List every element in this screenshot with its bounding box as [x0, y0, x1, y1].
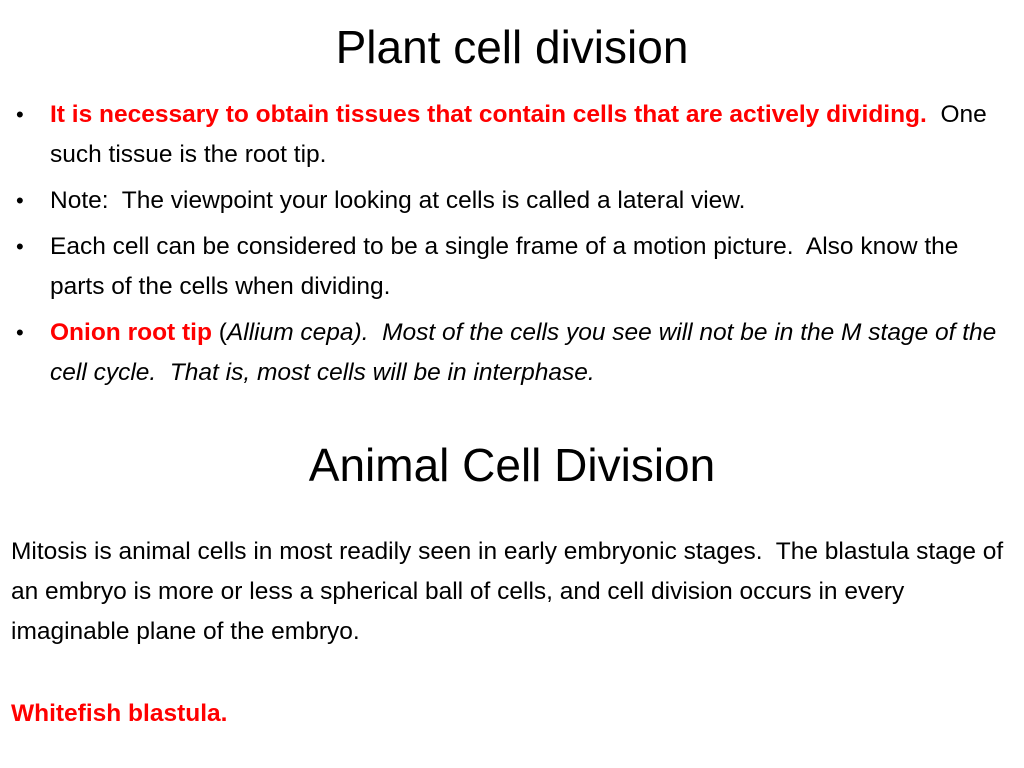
- bullet-list: [14, 95, 1009, 399]
- bullet-4-highlight: Onion root tip: [50, 319, 212, 346]
- bullet-item-3: [14, 227, 1009, 307]
- bullet-4-paren: (: [211, 319, 227, 346]
- whitefish-label: Whitefish blastula.: [11, 700, 228, 727]
- bullet-1-highlight-period: .: [920, 101, 927, 128]
- bullet-2-text: Note: The viewpoint your looking at cells is called a lateral view.: [50, 187, 746, 214]
- bullet-marker: •: [16, 102, 24, 127]
- bullet-marker: •: [16, 188, 24, 213]
- bullet-3-text: Each cell can be considered to be a single frame of a motion picture. Also know the parts of the cells when dividing.: [50, 233, 966, 300]
- slide-title-plant: Plant cell division: [335, 21, 689, 73]
- animal-paragraph: Mitosis is animal cells in most readily seen in early embryonic stages. The blastula stage of an embryo is more or less a spherical ball of cells, and cell division occurs in every imaginable plane of the embryo.: [11, 538, 1011, 645]
- slide-title-animal: Animal Cell Division: [308, 439, 716, 491]
- bullet-1-text: One such tissue is the root tip.: [50, 101, 994, 168]
- bullet-item-2: [14, 181, 1009, 221]
- bullet-marker: •: [16, 234, 24, 259]
- bullet-marker: •: [16, 320, 24, 345]
- bullet-1-highlight: It is necessary to obtain tissues that contain cells that are actively dividing: [50, 101, 921, 128]
- bullet-item-4: [14, 313, 1009, 393]
- bullet-item-1: [14, 95, 1009, 175]
- bullet-4-italic-text: Allium cepa). Most of the cells you see will not be in the M stage of the cell cycle. That is, most cells will be in interphase.: [50, 319, 1004, 386]
